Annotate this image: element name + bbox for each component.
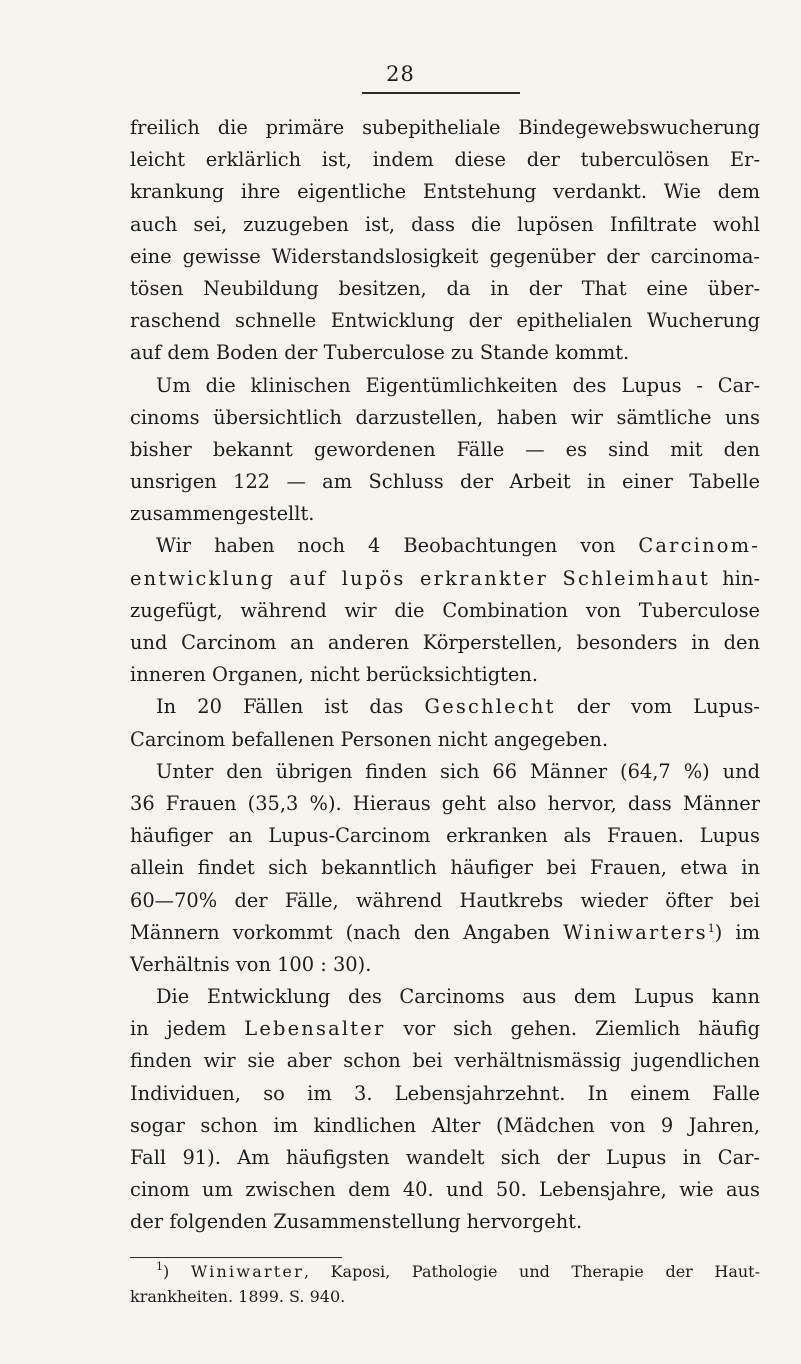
emphasis-text: entwicklung auf lupös erkrankter Schleimhaut: [130, 566, 710, 590]
text-segment: hin-: [722, 566, 760, 590]
text-line: Unter den übrigen finden sich 66 Männer (64,7 %) und: [156, 759, 760, 783]
text-line: sogar schon im kindlichen Alter (Mädchen von 9 Jahren,: [130, 1113, 760, 1137]
text-line: Fall 91). Am häufigsten wandelt sich der Lupus in Car-: [130, 1146, 760, 1169]
text-line: unsrigen 122 — am Schluss der Arbeit in einer Tabelle: [130, 470, 760, 494]
text-line: der folgenden Zusammenstellung hervorgeht.: [130, 1210, 583, 1234]
text-segment: ) im: [714, 920, 760, 944]
text-line: und Carcinom an anderen Körperstellen, besonders in den: [130, 631, 760, 654]
text-line: [130, 1013, 760, 1045]
text-line: allein findet sich bekanntlich häufiger bei Frauen, etwa in: [130, 856, 760, 880]
text-line: Individuen, so im 3. Lebensjahrzehnt. In einem Falle: [130, 1081, 760, 1105]
header-rule: [362, 92, 520, 94]
text-line: leicht erklärlich ist, indem diese der tuberculösen Er-: [130, 148, 760, 172]
emphasis-text: Lebensalter: [244, 1017, 386, 1041]
footnote-line: krankheiten. 1899. S. 940.: [130, 1287, 346, 1306]
text-segment: der vom Lupus-: [576, 695, 760, 719]
text-line: auf dem Boden der Tuberculose zu Stande kommt.: [130, 341, 630, 365]
text-line: [130, 917, 760, 949]
footnote: [130, 1259, 760, 1309]
emphasis-text: Winiwarters: [563, 920, 708, 944]
footnote-ref: [563, 921, 760, 944]
text-line: auch sei, zuzugeben ist, dass die lupösen Infiltrate wohl: [130, 212, 760, 236]
text-line: zusammengestellt.: [130, 502, 315, 526]
text-line: cinoms übersichtlich darzustellen, haben wir sämtliche uns: [130, 405, 760, 429]
text-line: Carcinom befallenen Personen nicht angegeben.: [130, 727, 609, 751]
text-line: finden wir sie aber schon bei verhältnismässig jugendlichen: [130, 1049, 760, 1073]
text-line: [130, 563, 760, 595]
text-segment: vor sich gehen. Ziemlich häufig: [403, 1017, 761, 1041]
text-line: Verhältnis von 100 : 30).: [130, 952, 372, 976]
text-line: eine gewisse Widerstandslosigkeit gegenüber der carcinoma-: [130, 244, 760, 268]
text-line: tösen Neubildung besitzen, da in der That eine über-: [130, 276, 760, 300]
text-line: bisher bekannt gewordenen Fälle — es sind mit den: [130, 437, 760, 461]
text-line: 60—70% der Fälle, während Hautkrebs wieder öfter bei: [130, 888, 760, 912]
text-segment: In 20 Fällen ist das: [156, 695, 404, 719]
text-line: cinom um zwischen dem 40. und 50. Lebensjahre, wie aus: [130, 1178, 760, 1202]
text-line: häufiger an Lupus-Carcinom erkranken als Frauen. Lupus: [130, 824, 760, 848]
footnote-line: [130, 1259, 760, 1284]
text-line: 36 Frauen (35,3 %). Hieraus geht also hervor, dass Männer: [130, 791, 760, 815]
footnote-marker: 1: [156, 1260, 163, 1273]
text-line: inneren Organen, nicht berücksichtigten.: [130, 663, 539, 687]
body-text: [130, 112, 760, 1239]
footnote-author: Winiwarter: [190, 1262, 304, 1281]
page-number: 28: [386, 62, 415, 86]
footnote-rule: [130, 1257, 342, 1258]
footnote-paren: ): [163, 1262, 170, 1281]
emphasis-text: Geschlecht: [424, 695, 556, 719]
text-line: freilich die primäre subepitheliale Bindegewebswucherung: [130, 116, 760, 139]
footnote-marker: 1: [707, 921, 715, 935]
text-line: krankung ihre eigentliche Entstehung verdankt. Wie dem: [130, 180, 760, 204]
text-segment: in jedem: [130, 1017, 227, 1041]
text-line: Die Entwicklung des Carcinoms aus dem Lupus kann: [156, 985, 760, 1009]
text-line: [130, 691, 760, 723]
text-line: Um die klinischen Eigentümlichkeiten des Lupus - Car-: [156, 373, 760, 397]
emphasis-text: Carcinom-: [638, 534, 760, 558]
text-line: zugefügt, während wir die Combination von Tuberculose: [130, 598, 760, 622]
text-segment: Männern vorkommt (nach den Angaben: [130, 920, 551, 944]
text-line: raschend schnelle Entwicklung der epithelialen Wucherung: [130, 309, 760, 333]
text-line: [130, 530, 760, 562]
footnote-text: , Kaposi, Pathologie und Therapie der Haut-: [303, 1262, 760, 1281]
text-segment: Wir haben noch 4 Beobachtungen von: [156, 534, 616, 558]
